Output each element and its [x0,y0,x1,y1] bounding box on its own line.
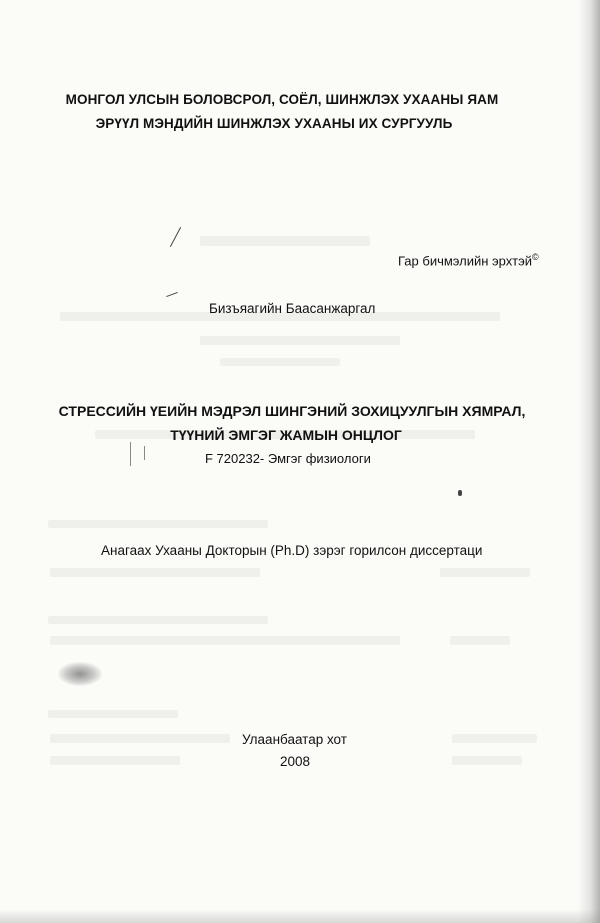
bleed-through-mark [50,734,230,743]
specialty-code: F 720232- Эмгэг физиологи [205,451,371,466]
copyright-symbol: © [531,252,539,262]
university-name: ЭРҮҮЛ МЭНДИЙН ШИНЖЛЭХ УХААНЫ ИХ СУРГУУЛЬ [95,116,453,131]
city: Улаанбаатар хот [242,732,347,747]
bleed-through-mark [50,568,260,577]
page-edge-shadow [578,0,600,923]
pen-mark [130,442,131,466]
bleed-through-mark [452,756,522,765]
author-name: Бизъяагийн Баасанжаргал [209,301,376,316]
bleed-through-mark [48,710,178,718]
pen-mark [170,227,181,247]
bleed-through-mark [200,336,400,345]
bleed-through-mark [440,568,530,577]
bleed-through-mark [452,734,537,743]
ink-smudge [58,662,102,686]
copyright-text: Гар бичмэлийн эрхтэй [398,253,532,269]
pen-mark [166,292,178,297]
bleed-through-mark [50,636,400,645]
bleed-through-mark [450,636,510,645]
bleed-through-mark [48,520,268,528]
degree-statement: Анагаах Ухааны Докторын (Ph.D) зэрэг горилсон диссертаци [101,543,483,558]
bleed-through-mark [48,616,268,624]
bleed-through-mark [50,756,180,765]
pen-mark [458,490,462,496]
thesis-title-line-1: СТРЕССИЙН ҮЕИЙН МЭДРЭЛ ШИНГЭНИЙ ЗОХИЦУУЛГЫН ХЯМРАЛ, [58,403,526,419]
thesis-title-line-2: ТҮҮНИЙ ЭМГЭГ ЖАМЫН ОНЦЛОГ [170,427,402,443]
bleed-through-mark [200,236,370,246]
year: 2008 [280,754,311,769]
copyright-notice [398,252,539,268]
ministry-name: МОНГОЛ УЛСЫН БОЛОВСРОЛ, СОЁЛ, ШИНЖЛЭХ УХААНЫ ЯАМ [65,92,499,107]
page-bottom-shadow [0,909,600,923]
bleed-through-mark [220,358,340,366]
pen-mark [144,446,145,460]
